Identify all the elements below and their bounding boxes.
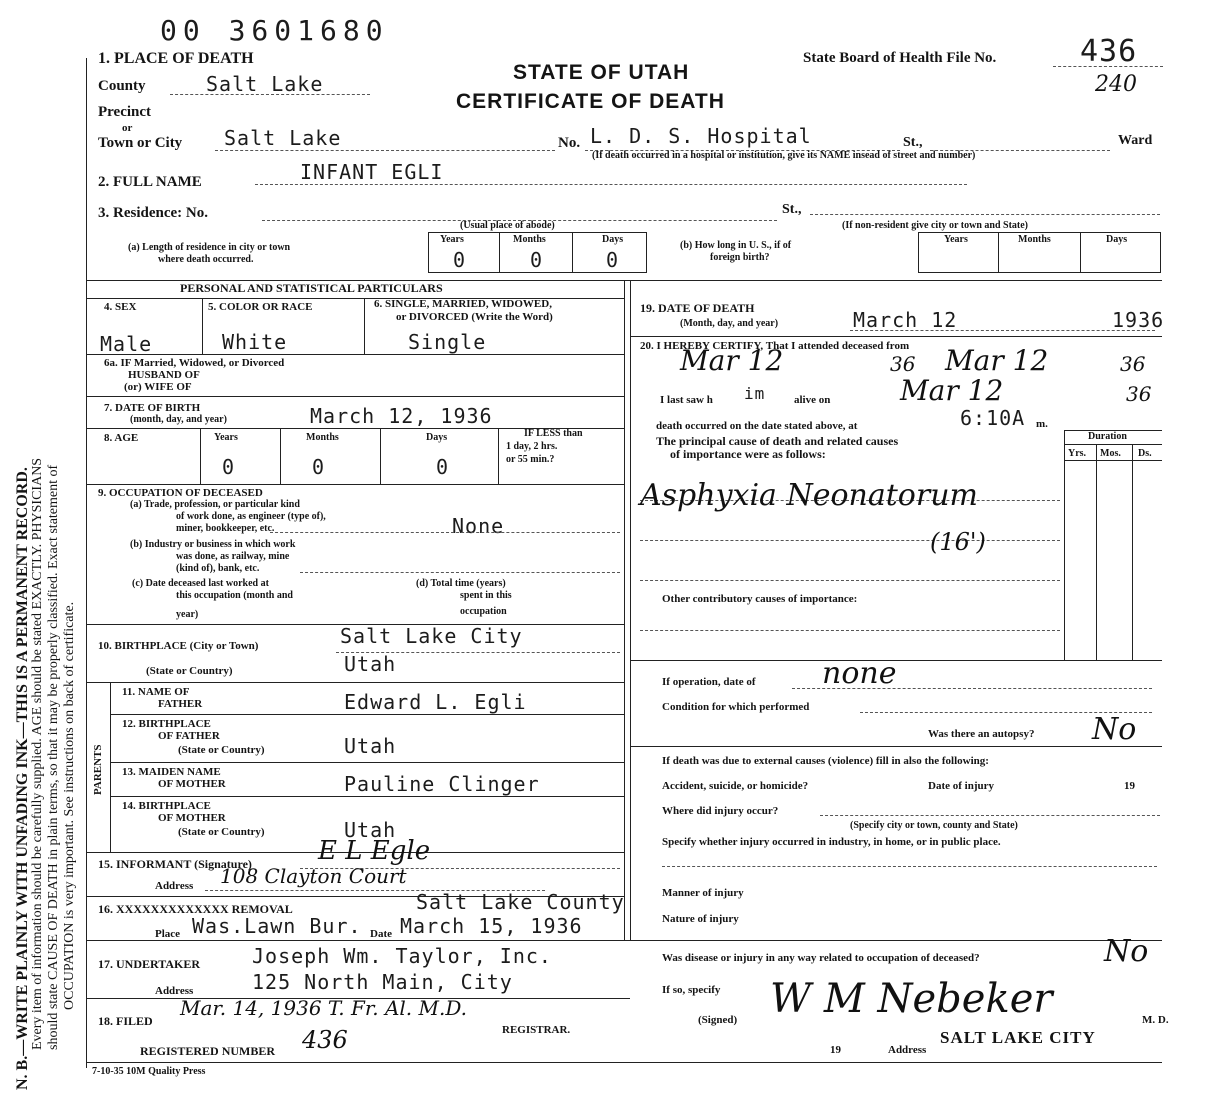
attend-to-year: 36 [1120, 352, 1146, 376]
duration-header: Duration [1088, 431, 1127, 442]
burial-label: 16. XXXXXXXXXXXXX REMOVAL [98, 902, 293, 916]
physician-address-label: Address [888, 1044, 927, 1056]
file-number: 436 [1080, 34, 1138, 69]
birthplace-label-a: 10. BIRTHPLACE (City or Town) [98, 640, 259, 652]
res-days-value: 0 [606, 248, 620, 272]
md-label: M. D. [1142, 1014, 1169, 1026]
sex-value: Male [100, 332, 153, 356]
marital-label-b: or DIVORCED (Write the Word) [396, 311, 553, 323]
dod-label-a: 19. DATE OF DEATH [640, 301, 755, 315]
saw-date: Mar 12 [900, 374, 1004, 407]
occ-a3: miner, bookkeeper, etc. [176, 523, 275, 534]
signed-label: (Signed) [698, 1014, 738, 1026]
file-subnumber: 240 [1095, 72, 1137, 97]
ward-label: Ward [1118, 133, 1153, 148]
dod-label-b: (Month, day, and year) [680, 318, 779, 329]
footer-print: 7-10-35 10M Quality Press [92, 1066, 206, 1077]
or-label: or [122, 122, 133, 134]
personal-particulars-header: PERSONAL AND STATISTICAL PARTICULARS [180, 281, 443, 295]
registrar-label: REGISTRAR. [502, 1024, 571, 1036]
informant-address-label: Address [155, 880, 194, 892]
side-instruction-line3: should state CAUSE OF DEATH in plain terms, so that it may be properly classified. Exact statement of [46, 464, 61, 1050]
age-less-a: IF LESS than [524, 428, 583, 439]
occupation-label: 9. OCCUPATION OF DECEASED [98, 487, 263, 499]
duration-yrs: Yrs. [1068, 448, 1087, 459]
occ-d3: occupation [460, 606, 507, 617]
age-less-c: or 55 min.? [506, 454, 555, 465]
residence-st-label: St., [782, 202, 802, 217]
dob-value: March 12, 1936 [310, 404, 493, 428]
injury-year-label: 19 [1124, 780, 1135, 792]
operation-value: none [822, 656, 897, 691]
age-years-header: Years [214, 432, 238, 443]
occ-c1: (c) Date deceased last worked at [132, 578, 269, 589]
age-days-value: 0 [436, 455, 450, 479]
town-value: Salt Lake [224, 126, 342, 150]
related-label: Was disease or injury in any way related to occupation of deceased? [662, 952, 980, 964]
res-years-value: 0 [453, 248, 467, 272]
us-residence-label-a: (b) How long in U. S., if of [680, 240, 792, 251]
cause-value: Asphyxia Neonatorum [640, 478, 978, 513]
death-time-suffix: m. [1036, 418, 1048, 430]
age-months-header: Months [306, 432, 339, 443]
informant-signature: E L Egle [318, 836, 431, 866]
birthplace-state-value: Utah [344, 652, 397, 676]
attend-to: Mar 12 [945, 344, 1049, 377]
occ-a2: of work done, as engineer (type of), [176, 511, 326, 522]
street-label: St., [903, 135, 923, 150]
side-instruction-line2: Every item of information should be carefully supplied. AGE should be stated EXACTLY. PHYSICIANS [30, 457, 45, 1050]
res-years-header: Years [440, 234, 464, 245]
filed-value: Mar. 14, 1936 T. Fr. Al. M.D. [180, 996, 468, 1020]
place-of-death-label: 1. PLACE OF DEATH [98, 50, 254, 67]
related-value: No [1104, 934, 1149, 969]
informant-address: 108 Clayton Court [220, 864, 407, 888]
mother-bp-label-c: (State or Country) [178, 826, 265, 838]
physician-signature: W M Nebeker [770, 976, 1053, 1022]
informant-label: 15. INFORMANT (Signature) [98, 857, 252, 871]
undertaker-address: 125 North Main, City [252, 970, 513, 994]
autopsy-label: Was there an autopsy? [928, 728, 1035, 740]
us-months-header: Months [1018, 234, 1051, 245]
us-years-header: Years [944, 234, 968, 245]
usual-abode-note: (Usual place of abode) [460, 220, 555, 231]
father-label-a: 11. NAME OF [122, 686, 190, 698]
physician-address: SALT LAKE CITY [940, 1028, 1096, 1047]
certify-label: 20. I HEREBY CERTIFY, That I attended deceased from [640, 340, 910, 352]
occ-a1: (a) Trade, profession, or particular kind [130, 499, 300, 510]
saw-him: im [744, 384, 766, 403]
attend-from: Mar 12 [680, 344, 784, 377]
town-label: Town or City [98, 135, 183, 151]
dod-value: March 12 [853, 308, 958, 332]
length-residence-label-b: where death occurred. [158, 254, 254, 265]
parents-label: PARENTS [92, 744, 104, 795]
cause-note: (16') [930, 528, 986, 556]
hospital-note: (If death occurred in a hospital or institution, give its NAME insead of street and number) [592, 150, 976, 161]
dob-label-a: 7. DATE OF BIRTH [104, 402, 201, 414]
occupation-value: None [452, 514, 505, 538]
dob-label-b: (month, day, and year) [130, 414, 227, 425]
undertaker-label: 17. UNDERTAKER [98, 957, 201, 971]
other-causes-label: Other contributory causes of importance: [662, 593, 858, 605]
age-label: 8. AGE [104, 432, 139, 444]
duration-mos: Mos. [1100, 448, 1121, 459]
occ-b2: was done, as railway, mine [176, 551, 290, 562]
death-occurred-label: death occurred on the date stated above, at [656, 420, 858, 432]
father-bp-label-a: 12. BIRTHPLACE [122, 718, 211, 730]
occ-d2: spent in this [460, 590, 512, 601]
condition-label: Condition for which performed [662, 701, 810, 713]
cause-label-b: of importance were as follows: [670, 447, 826, 461]
birthplace-label-b: (State or Country) [146, 665, 233, 677]
county-label: County [98, 78, 146, 94]
operation-label: If operation, date of [662, 676, 756, 688]
undertaker-address-label: Address [155, 985, 194, 997]
duration-ds: Ds. [1138, 448, 1152, 459]
date-19-label: 19 [830, 1044, 841, 1056]
dod-year: 1936 [1112, 308, 1165, 332]
father-bp-label-b: OF FATHER [158, 730, 220, 742]
mother-label-b: OF MOTHER [158, 778, 226, 790]
nature-label: Nature of injury [662, 913, 739, 925]
res-months-header: Months [513, 234, 546, 245]
father-value: Edward L. Egli [344, 690, 527, 714]
occ-c3: year) [176, 609, 199, 620]
mother-bp-value: Utah [344, 818, 397, 842]
marital-value: Single [408, 330, 487, 354]
saw-label: I last saw h [660, 394, 713, 406]
father-label-b: FATHER [158, 698, 203, 710]
death-time: 6:10A [960, 406, 1026, 430]
res-months-value: 0 [530, 248, 544, 272]
undertaker-value: Joseph Wm. Taylor, Inc. [252, 944, 552, 968]
certificate-title: CERTIFICATE OF DEATH [456, 90, 725, 113]
mother-value: Pauline Clinger [344, 772, 540, 796]
occ-b1: (b) Industry or business in which work [130, 539, 296, 550]
age-months-value: 0 [312, 455, 326, 479]
full-name-value: INFANT EGLI [300, 160, 444, 184]
county-value: Salt Lake [206, 72, 324, 96]
nonresident-note: (If non-resident give city or town and State) [842, 220, 1029, 231]
us-days-header: Days [1106, 234, 1128, 245]
mother-bp-label-b: OF MOTHER [158, 812, 226, 824]
spouse-label-b: HUSBAND OF [128, 369, 200, 381]
age-years-value: 0 [222, 455, 236, 479]
injury-date-label: Date of injury [928, 780, 994, 792]
street-no-label: No. [558, 135, 581, 151]
alive-on-label: alive on [794, 394, 831, 406]
sex-label: 4. SEX [104, 301, 137, 313]
burial-date-label: Date [370, 928, 392, 940]
occ-c2: this occupation (month and [176, 590, 293, 601]
us-residence-label-b: foreign birth? [710, 252, 770, 263]
marital-label-a: 6. SINGLE, MARRIED, WIDOWED, [374, 298, 552, 310]
spouse-label-a: 6a. IF Married, Widowed, or Divorced [104, 357, 285, 369]
filed-label: 18. FILED [98, 1014, 153, 1028]
burial-place-label: Place [155, 928, 181, 940]
where-note: (Specify city or town, county and State) [850, 820, 1018, 831]
full-name-label: 2. FULL NAME [98, 174, 202, 190]
reg-number-label: REGISTERED NUMBER [140, 1044, 276, 1058]
autopsy-value: No [1092, 712, 1137, 747]
accident-label: Accident, suicide, or homicide? [662, 780, 809, 792]
state-title: STATE OF UTAH [513, 61, 690, 84]
external-causes-label: If death was due to external causes (violence) fill in also the following: [662, 755, 989, 767]
age-less-b: 1 day, 2 hrs. [506, 441, 558, 452]
document-number: 00 3601680 [160, 14, 389, 47]
side-instruction-line1: N. B.—WRITE PLAINLY WITH UNFADING INK—THIS IS A PERMANENT RECORD. [14, 467, 31, 1090]
spouse-label-c: (or) WIFE OF [124, 381, 192, 393]
precinct-label: Precinct [98, 104, 152, 120]
manner-label: Manner of injury [662, 887, 744, 899]
specify-label: Specify whether injury occurred in industry, in home, or in public place. [662, 836, 1001, 848]
where-injury-label: Where did injury occur? [662, 805, 779, 817]
mother-label-a: 13. MAIDEN NAME [122, 766, 221, 778]
father-bp-value: Utah [344, 734, 397, 758]
occ-d1: (d) Total time (years) [416, 578, 506, 589]
hospital-value: L. D. S. Hospital [590, 124, 812, 148]
reg-number-value: 436 [302, 1026, 348, 1054]
length-residence-label-a: (a) Length of residence in city or town [128, 242, 291, 253]
saw-year: 36 [1126, 382, 1152, 406]
residence-label: 3. Residence: No. [98, 205, 208, 221]
birthplace-city-value: Salt Lake City [340, 624, 523, 648]
color-value: White [222, 330, 288, 354]
father-bp-label-c: (State or Country) [178, 744, 265, 756]
burial-date-value: March 15, 1936 [400, 914, 583, 938]
color-label: 5. COLOR OR RACE [208, 301, 313, 313]
burial-county-value: Salt Lake County [416, 890, 625, 914]
age-days-header: Days [426, 432, 448, 443]
mother-bp-label-a: 14. BIRTHPLACE [122, 800, 211, 812]
cause-label-a: The principal cause of death and related causes [656, 434, 899, 448]
burial-place-value: Was.Lawn Bur. [192, 914, 362, 938]
side-instruction-line4: OCCUPATION is very important. See instructions on back of certificate. [62, 601, 77, 1010]
file-no-label: State Board of Health File No. [803, 50, 997, 66]
attend-from-year: 36 [890, 352, 916, 376]
occ-b3: (kind of), bank, etc. [176, 563, 260, 574]
if-so-label: If so, specify [662, 984, 721, 996]
res-days-header: Days [602, 234, 624, 245]
